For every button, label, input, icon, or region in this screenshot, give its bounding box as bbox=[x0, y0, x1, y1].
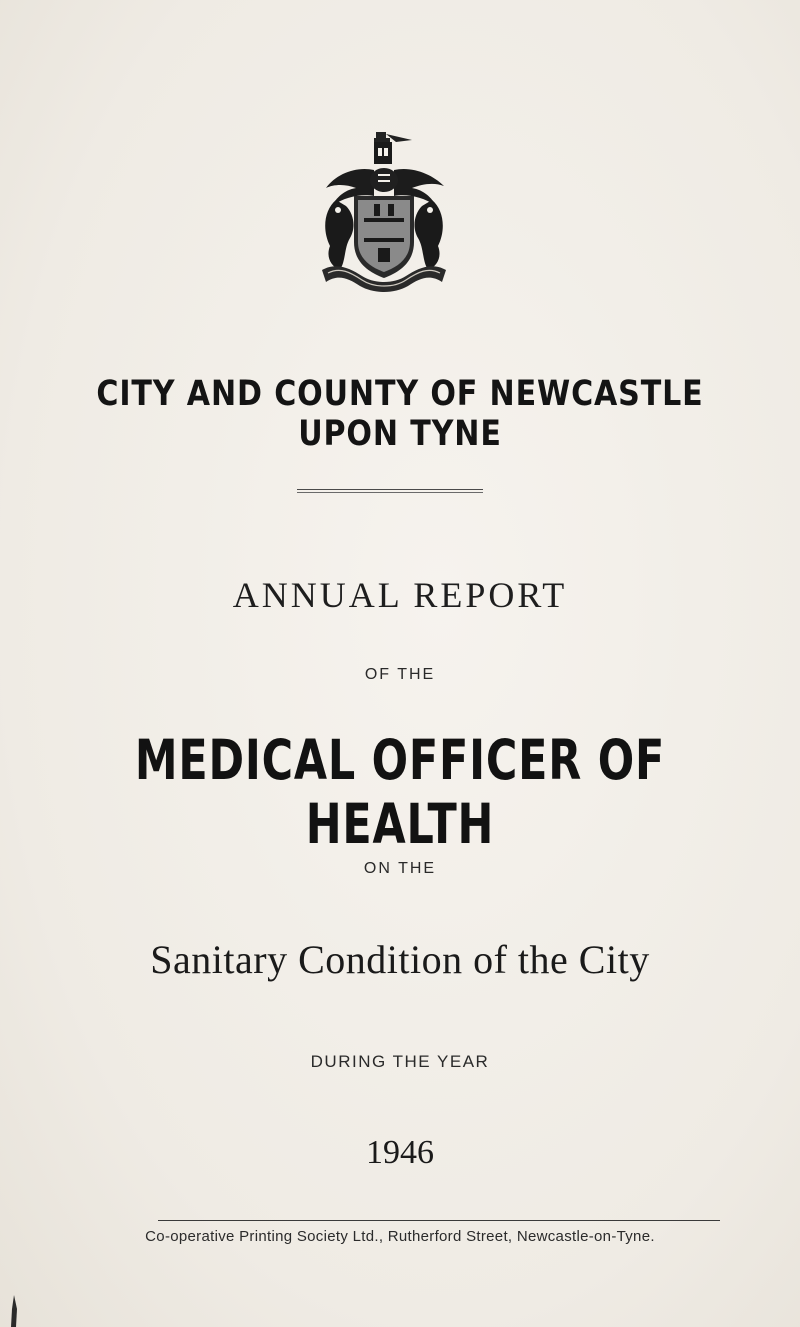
of-the-line: OF THE bbox=[364, 666, 436, 683]
title-divider bbox=[297, 489, 483, 493]
subject-heading: Sanitary Condition of the City bbox=[150, 937, 650, 982]
footer-divider bbox=[158, 1220, 720, 1221]
annual-report-heading: ANNUAL REPORT bbox=[232, 575, 568, 615]
coat-of-arms-icon bbox=[316, 130, 452, 296]
paper-mark-icon bbox=[10, 1295, 18, 1327]
during-the-year-line: DURING THE YEAR bbox=[310, 1052, 490, 1071]
city-title: CITY AND COUNTY OF NEWCASTLE UPON TYNE bbox=[96, 374, 704, 454]
printer-imprint: Co-operative Printing Society Ltd., Rutherford Street, Newcastle-on-Tyne. bbox=[145, 1228, 655, 1245]
on-the-line: ON THE bbox=[363, 860, 437, 877]
report-year: 1946 bbox=[366, 1134, 434, 1171]
medical-officer-heading: MEDICAL OFFICER OF HEALTH bbox=[134, 728, 666, 856]
